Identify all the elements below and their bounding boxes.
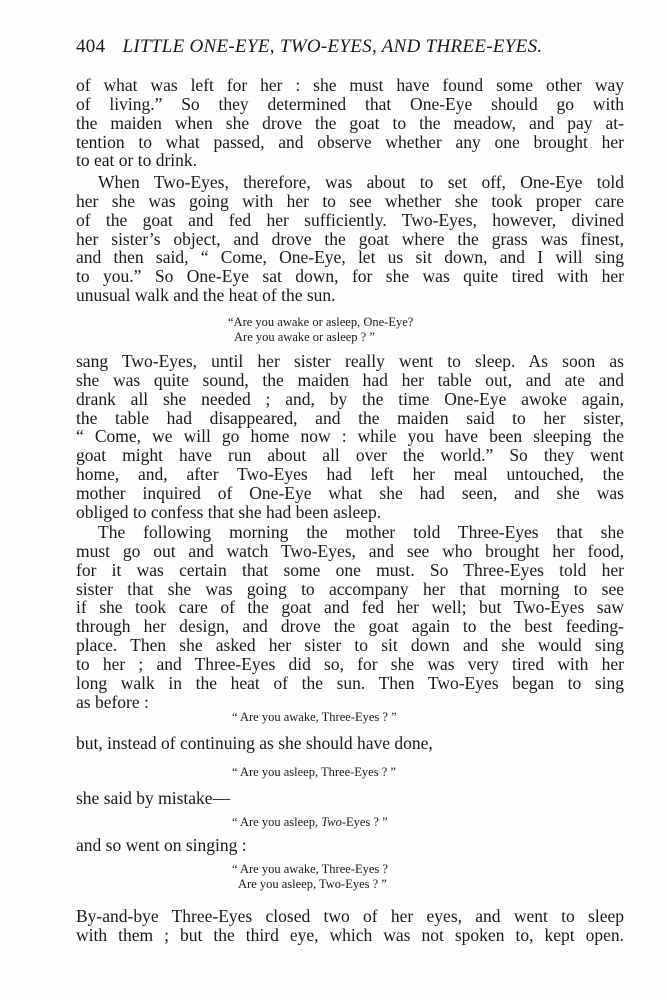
- text-line: she was quite sound, the maiden had her table out, and ate and: [76, 369, 624, 390]
- text-line: drank all she needed ; and, by the time One-Eye awoke again,: [76, 388, 624, 409]
- text-line: through her design, and drove the goat again to the best feeding-: [76, 616, 624, 637]
- text-line: to her ; and Three-Eyes did so, for she was very tired with her: [76, 653, 624, 674]
- text-line: her sister’s object, and drove the goat where the grass was finest,: [76, 228, 624, 249]
- text-line: and so went on singing :: [76, 835, 247, 855]
- text-line: the maiden when she drove the goat to the meadow, and pay at-: [76, 112, 624, 133]
- text-line: if she took care of the goat and fed her well; but Two-Eyes saw: [76, 597, 624, 618]
- verse-5: [232, 862, 388, 892]
- text-line: The following morning the mother told Three-Eyes that she: [98, 522, 624, 542]
- verse-2: [232, 710, 397, 725]
- paragraph-4: [76, 523, 624, 711]
- verse-line: “Are you awake or asleep, One-Eye?: [228, 315, 414, 329]
- running-title: LITTLE ONE-EYE, TWO-EYES, AND THREE-EYES.: [122, 36, 543, 57]
- text-line: with them ; but the third eye, which was not spoken to, kept open.: [76, 924, 624, 945]
- text-line: When Two-Eyes, therefore, was about to set off, One-Eye told: [98, 172, 624, 192]
- paragraph-7: [76, 836, 624, 855]
- text-line: mother inquired of One-Eye what she had seen, and she was: [76, 482, 624, 503]
- verse-text: “ Are you asleep,: [232, 815, 322, 829]
- text-line: but, instead of continuing as she should have done,: [76, 733, 433, 753]
- text-line: tention to what passed, and observe whether any one brought her: [76, 131, 624, 152]
- verse-line: “ Are you asleep, Three-Eyes ? ”: [232, 765, 396, 779]
- verse-line: “ Are you awake, Three-Eyes ? ”: [232, 710, 397, 724]
- paragraph-5: [76, 734, 624, 753]
- text-line: the table had disappeared, and the maiden said to her sister,: [76, 407, 624, 428]
- verse-line: Are you asleep, Two-Eyes ? ”: [238, 877, 387, 891]
- text-line: for it was certain that some one must. So Three-Eyes told her: [76, 559, 624, 580]
- paragraph-3: [76, 352, 624, 522]
- verse-3: [232, 765, 396, 780]
- text-line: of what was left for her : she must have found some other way: [76, 75, 624, 95]
- paragraph-2: [76, 173, 624, 305]
- text-line: her she was going with her to see whether she took proper care: [76, 190, 624, 211]
- text-line: sang Two-Eyes, until her sister really went to sleep. As soon as: [76, 351, 624, 371]
- text-line: she said by mistake—: [76, 788, 231, 808]
- text-line: of living.” So they determined that One-Eye should go with: [76, 93, 624, 114]
- text-line: of the goat and fed her sufficiently. Two-Eyes, however, divined: [76, 209, 624, 230]
- text-line: sister that she was going to accompany her that morning to see: [76, 578, 624, 599]
- verse-line: “ Are you awake, Three-Eyes ?: [232, 862, 388, 876]
- paragraph-8: [76, 907, 624, 945]
- text-line: home, and, after Two-Eyes had left her meal untouched, the: [76, 464, 624, 485]
- paragraph-1: [76, 76, 624, 170]
- verse-text: -Eyes ? ”: [341, 815, 388, 829]
- verse-emphasis: Two: [321, 815, 342, 829]
- text-line: to you.” So One-Eye sat down, for she was quite tired with her: [76, 266, 624, 287]
- verse-1: [228, 315, 413, 345]
- text-line: unusual walk and the heat of the sun.: [76, 285, 336, 306]
- paragraph-6: [76, 789, 624, 808]
- text-line: obliged to confess that she had been asleep.: [76, 501, 382, 522]
- text-line: to eat or to drink.: [76, 150, 198, 171]
- verse-line: Are you awake or asleep ? ”: [234, 330, 375, 344]
- text-line: must go out and watch Two-Eyes, and see who brought her food,: [76, 540, 624, 561]
- text-line: as before :: [76, 691, 149, 712]
- text-line: goat might have run about all over the world.” So they went: [76, 445, 624, 466]
- text-line: long walk in the heat of the sun. Then Two-Eyes began to sing: [76, 672, 624, 693]
- text-line: By-and-bye Three-Eyes closed two of her eyes, and went to sleep: [76, 906, 624, 926]
- text-line: and then said, “ Come, One-Eye, let us sit down, and I will sing: [76, 247, 624, 268]
- text-line: place. Then she asked her sister to sit down and she would sing: [76, 635, 624, 656]
- text-line: “ Come, we will go home now : while you have been sleeping the: [76, 426, 624, 447]
- page-header: [76, 36, 624, 60]
- verse-4: [232, 815, 388, 830]
- page-number: 404: [76, 36, 106, 57]
- verse-line: [232, 815, 388, 830]
